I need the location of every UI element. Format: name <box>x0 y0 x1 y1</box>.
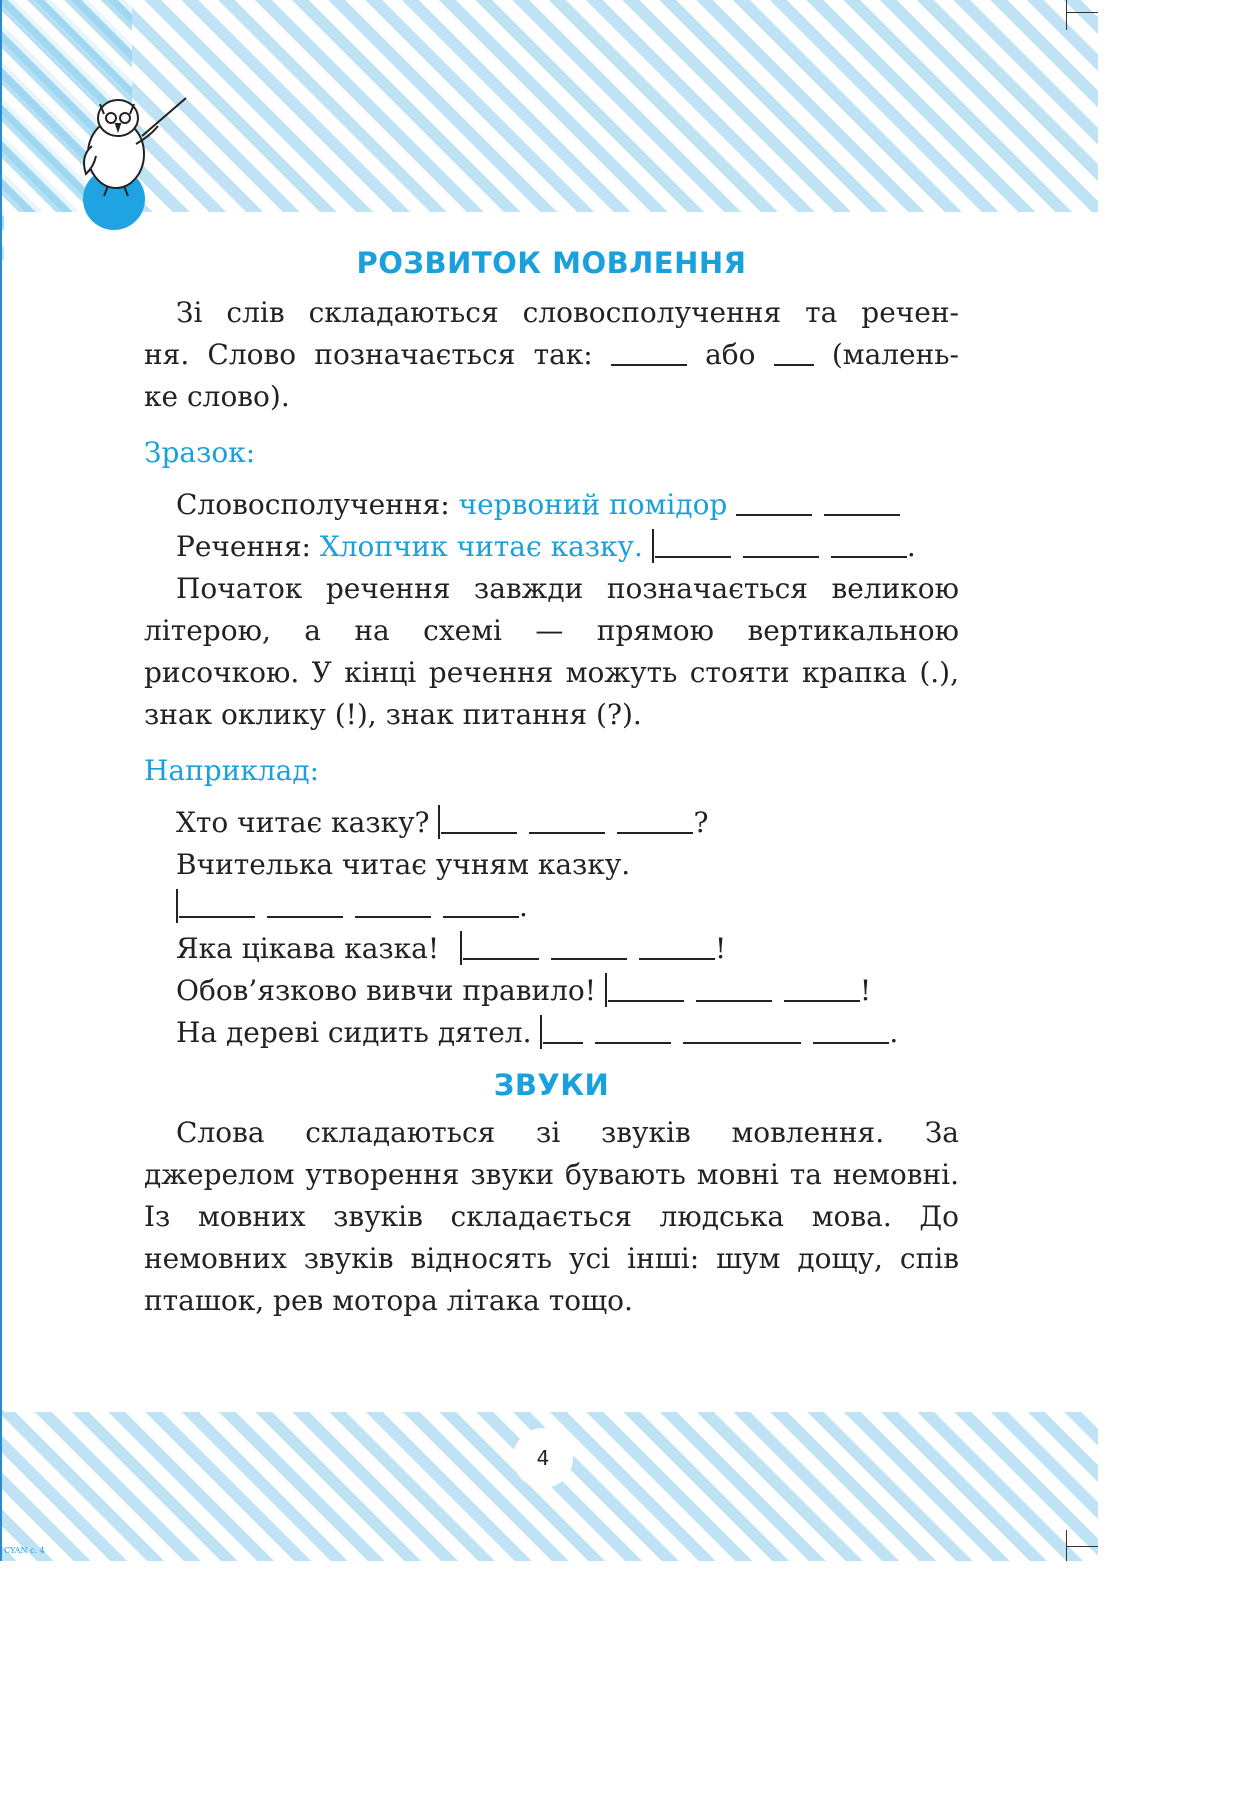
sentence-start-bar <box>460 931 462 965</box>
example-text: Яка цікава казка! <box>176 932 440 965</box>
sentence-start-bar <box>176 889 178 923</box>
example-scheme-line <box>144 886 959 928</box>
intro-line-2 <box>144 334 959 376</box>
example-end-mark: . <box>519 890 528 923</box>
example-end-mark: ? <box>693 806 709 839</box>
sentence-start-bar <box>605 973 607 1007</box>
example-line <box>176 970 959 1012</box>
phrase-example: червоний помідор <box>458 488 728 521</box>
word-blank <box>784 972 860 1002</box>
example-line <box>176 928 959 970</box>
intro-line-2-end: (малень- <box>831 338 959 371</box>
example-text: На дереві сидить дятел. <box>176 1016 532 1049</box>
word-blank <box>813 1014 889 1044</box>
word-blank <box>529 804 605 834</box>
word-blank <box>441 804 517 834</box>
word-blank <box>543 1014 583 1044</box>
intro-line-3: ке слово). <box>144 380 290 413</box>
word-blank <box>655 528 731 558</box>
rule-paragraph: Початок речення завжди позначається великою літерою, а на схемі — прямою вертикальною рисочкою. У кінці речення можуть стояти крапка (.), знак оклику (!), знак питання (?). <box>144 572 959 731</box>
word-blank <box>551 930 627 960</box>
section-title-sounds: ЗВУКИ <box>493 1068 610 1102</box>
example-end-mark: ! <box>859 974 872 1007</box>
phrase-label: Словосполучення: <box>176 488 450 521</box>
crop-mark <box>1066 0 1067 30</box>
sentence-label: Речення: <box>176 530 311 563</box>
page-number: 4 <box>513 1428 573 1488</box>
main-content <box>144 246 959 1322</box>
example-text: Обов’язково вивчи правило! <box>176 974 597 1007</box>
word-blank <box>443 888 519 918</box>
word-blank <box>595 1014 671 1044</box>
sentence-example: Хлопчик читає казку. <box>319 530 643 563</box>
intro-or: або <box>705 338 756 371</box>
intro-paragraph <box>144 292 959 418</box>
owl-teacher-icon <box>72 86 202 236</box>
example-line <box>176 802 959 844</box>
long-word-blank <box>611 336 687 366</box>
intro-line-2-start: ня. Слово позначається так: <box>144 338 593 371</box>
word-blank <box>696 972 772 1002</box>
word-blank <box>683 1014 801 1044</box>
word-blank <box>267 888 343 918</box>
section-title-speech: РОЗВИТОК МОВЛЕННЯ <box>356 246 747 280</box>
example-line <box>176 844 959 886</box>
example-text: Хто читає казку? <box>176 806 430 839</box>
sentence-example-line: Речення: Хлопчик читає казку. . <box>176 530 916 563</box>
word-blank <box>743 528 819 558</box>
word-blank <box>736 486 812 516</box>
phrase-example-line <box>176 484 959 526</box>
word-blank <box>355 888 431 918</box>
sentence-start-bar <box>652 529 654 563</box>
word-blank <box>824 486 900 516</box>
word-blank <box>831 528 907 558</box>
example-label: Наприклад: <box>144 754 320 787</box>
sample-label: Зразок: <box>144 436 256 469</box>
word-blank <box>639 930 715 960</box>
sentence-start-bar <box>438 805 440 839</box>
short-word-blank <box>774 336 814 366</box>
word-blank <box>608 972 684 1002</box>
sounds-paragraph: Слова складаються зі звуків мовлення. За джерелом утворення звуки бувають мовні та немовні. Із мовних звуків складається людська мова. До немовних звуків відносять усі інші: шум дощу, спів пташок, рев мотора літака тощо. <box>144 1116 959 1317</box>
word-blank <box>179 888 255 918</box>
intro-line-1: Зі слів складаються словосполучення та речен- <box>176 296 959 329</box>
word-blank <box>617 804 693 834</box>
crop-mark <box>1066 12 1098 13</box>
example-text: Вчителька читає учням казку. <box>176 848 631 881</box>
crop-mark <box>1066 1546 1098 1547</box>
example-end-mark: ! <box>715 932 727 965</box>
sentence-start-bar <box>540 1015 542 1049</box>
word-blank <box>463 930 539 960</box>
example-end-mark: . <box>889 1016 899 1049</box>
example-line <box>176 1012 959 1054</box>
left-margin-rule <box>0 0 2 1561</box>
print-tag: CYAN с. 4 <box>4 1546 45 1555</box>
